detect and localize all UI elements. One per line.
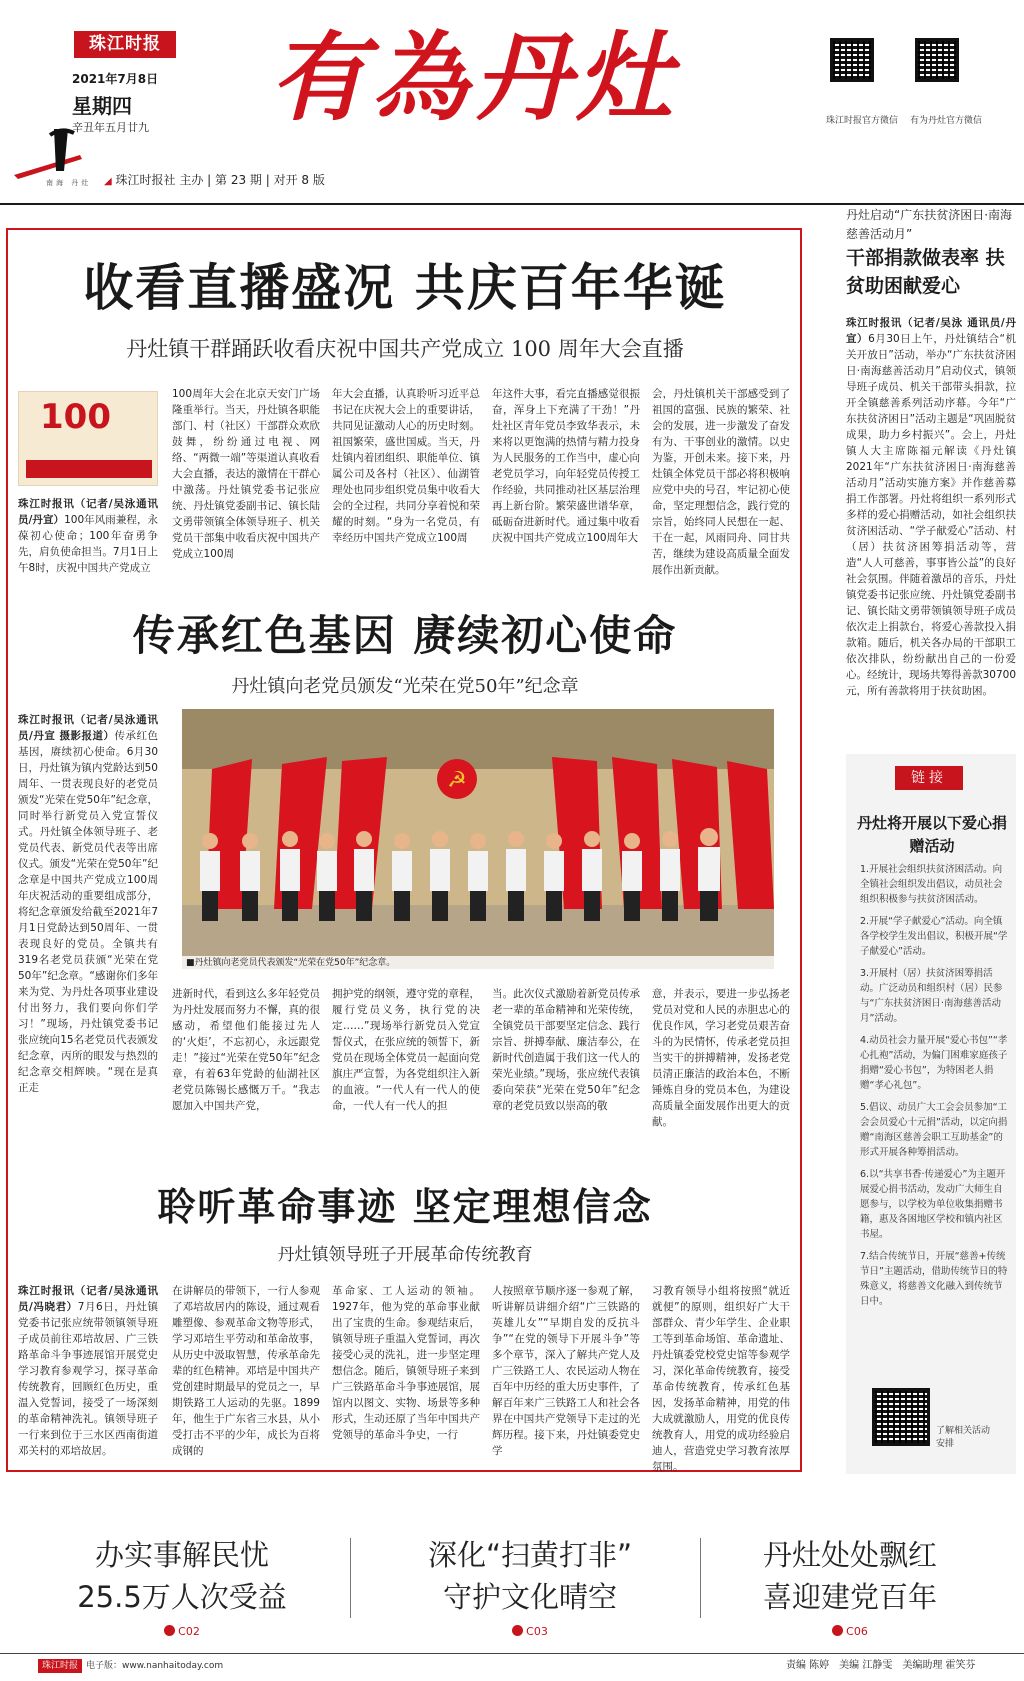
- story3-column: 在讲解员的带领下，一行人参观了邓培故居内的陈设，通过观看雕塑像、参观革命文物等形式，学习邓培生平劳动和革命故事，从历史中汲取智慧，传承革命先辈的红色精神。邓培是中国共产党创建时期最早的党员之一，早期铁路工人运动的先驱。1899年，他生于广东省三水县，从小受打击不平的少年，成长为百将成钢的: [172, 1285, 320, 1457]
- story2-column: 进新时代，看到这么多年轻党员为丹灶发展而努力不懈，真的很感动，希望他们能接过先人的‘火炬’，不忘初心，永远跟党走！”接过“光荣在党50年”纪念章，有着63年党龄的仙湖社区老党员陈锡长感慨万千。“我志愿加入中国共产党，: [172, 988, 320, 1112]
- lunar-date: 辛丑年五月廿九: [72, 121, 149, 134]
- story3-headline[interactable]: 聆听革命事迹 坚定理想信念: [157, 1184, 653, 1229]
- centenary-ribbon: [26, 460, 152, 478]
- centenary-number: 100: [40, 397, 111, 437]
- story3-column: 人按照章节顺序逐一参观了解，听讲解员讲细介绍“广三铁路的英雄儿女”“早期自发的反抗斗争”“在党的领导下开展斗争”等多个章节，深入了解共产党人及广三铁路工人、农民运动人物在百年中历经的重大历史事件，了解百年来广三铁路工人和社会各界在中国共产党领导下走过的光辉历程。接下来，丹灶镇委党史学: [492, 1285, 640, 1457]
- story3-column: [18, 1283, 158, 1463]
- page-arrow-icon: [832, 1625, 843, 1636]
- story1-text: 100年风雨兼程，永葆初心使命；100年奋勇争先，肩负使命担当。7月1日上午8时，庆祝中国共产党成立: [18, 514, 158, 574]
- footer-paper-badge: 珠江时报: [38, 1659, 82, 1673]
- qr-code-icon[interactable]: [830, 38, 874, 82]
- qr-caption: 了解相关活动安排: [936, 1426, 991, 1449]
- byline-text: 珠江时报社 主办 | 第 23 期 | 对开 8 版: [115, 173, 325, 187]
- teaser-line: 25.5万人次受益: [77, 1580, 287, 1614]
- teaser-line: 丹灶处处飘红: [762, 1538, 937, 1572]
- story2-subhead: 丹灶镇向老党员颁发“光荣在党50年”纪念章: [231, 676, 579, 697]
- right-story-text: 6月30日上午，丹灶镇结合“机关开放日”活动，举办“广东扶贫济困日·南海慈善活动月”启动仪式，镇领导班子成员、机关干部带头捐款，拉开全镇慈善系列活动序幕。今年“广东扶贫济困日”活动主题是“巩固脱贫成果，助力乡村振兴”。会上，丹灶镇人大主席陈福元解读《丹灶镇2021年“广东扶贫济困日·南海慈善活动月”活动实施方案》并作慈善募捐工作部署。丹灶将组织一系列形式多样的爱心捐赠活动，如社会组织扶贫济困活动、“学子献爱心”活动、村（居）扶贫济困筹捐活动等，营造“人人可慈善，事事皆公益”的良好社会氛围。伴随着激昂的音乐，丹灶镇党委书记张应统、丹灶镇党委副书记、镇长陆文勇带领镇领导班子成员依次走上捐款台，将爱心善款投入捐款箱。随后，机关各办局的干部职工依次排队，纷纷献出自己的一份爱心。经统计，现场共筹得善款30700元，所有善款将用于扶贫助困。: [846, 333, 1017, 697]
- page-ref-code: C06: [846, 1625, 868, 1638]
- qr-caption: 珠江时报官方微信: [826, 116, 899, 126]
- story2-headline[interactable]: 传承红色基因 赓续初心使命: [132, 611, 678, 660]
- story2-column: 意，并表示，要进一步弘扬老党员对党和人民的赤胆忠心的优良作风，学习老党员艰苦奋斗的为民情怀，传承老党员担当实干的拼搏精神，发扬老党员清正廉洁的政治本色，不断锤炼自身的党员本色，为建设高质量全面发展作出更大的贡献。: [652, 988, 790, 1128]
- list-item: 1.开展社会组织扶贫济困活动。向全镇社会组织发出倡议，动员社会组织积极参与扶贫济困活动。: [860, 864, 1003, 905]
- masthead-rule: [0, 203, 1024, 205]
- teaser-line: 深化“扫黄打非”: [427, 1538, 633, 1572]
- teaser-c06[interactable]: [690, 1534, 1010, 1618]
- story2-dateline: 珠江时报讯（记者/吴泳通讯员/丹宣 摄影报道）: [18, 714, 158, 742]
- story1-column: 年这件大事，看完直播感觉很振奋，浑身上下充满了干劲！”丹灶社区青年党员李致华表示，未来将以更饱满的热情与精力投身为人民服务的工作当中，虚心向老党员学习，向年轻党员传授工作经验，共同推动社区基层治理再上新台阶。繁荣盛世谱华章，砥砺奋进新时代。通过集中收看庆祝中国共产党成立100周年大: [492, 388, 640, 544]
- story1-column: 会，丹灶镇机关干部感受到了祖国的富强、民族的繁荣、社会的发展，进一步激发了奋发有为、干事创业的激情。以史为鉴，开创未来。接下来，丹灶镇全体党员干部必将积极响应党中央的号召，牢记初心使命，坚定理想信念，践行党的宗旨，始终同人民想在一起、干在一起，风雨同舟、同甘共苦，继续为建设高质量全面发展作出新贡献。: [652, 388, 790, 576]
- teaser-line: 办实事解民忧: [94, 1538, 269, 1572]
- story2-text: 传承红色基因，赓续初心使命。6月30日，丹灶镇为镇内党龄达到50周年、一贯表现良好的老党员颁发“光荣在党50年”纪念章，同时举行新党员入党宣誓仪式。丹灶镇全体领导班子、老党员代表、新党员代表等出席仪式。颁发“光荣在党50年”纪念章是中国共产党成立100周年庆祝活动的重要组成部分，将纪念章颁发给截至2021年7月1日党龄达到50周年、一贯表现良好的党员。全镇共有319名老党员获颁“光荣在党50年”纪念章。“感谢你们多年来为党、为丹灶各项事业建设付出努力，我们要向你们学习！”现场，丹灶镇党委书记张应统向15名老党员代表颁发纪念章，丙所的眼发与热烈的纪念章交相辉映。“现在是真正走: [18, 730, 158, 1094]
- page-ref[interactable]: [22, 1625, 342, 1638]
- story2-column: 拥护党的纲领，遵守党的章程，履行党员义务，执行党的决定……”现场举行新党员入党宣誓仪式，在张应统的领誓下，新党员在现场全体党员一起面向党旗庄严宣誓，为各党组织注入新的血液。“一代人有一代人的使命，一代人有一代人的担: [332, 988, 480, 1112]
- story1-column: 100周年大会在北京天安门广场隆重举行。当天，丹灶镇各职能部门、村（社区）干部群众欢欣鼓舞，纷纷通过电视、网络、“两微一端”等渠道认真收看大会直播，表达的激情在干群心中激荡。丹灶镇党委书记张应统、丹灶镇党委副书记、镇长陆文勇带领镇全体领导班子、机关党员干部集中收看庆祝中国共产党成立100周: [172, 388, 320, 560]
- masthead-title: 有為丹灶: [270, 21, 678, 134]
- page-ref-code: C02: [178, 1625, 200, 1638]
- activity-list: [860, 862, 1008, 1316]
- footer-website-link[interactable]: 电子版：www.nanhaitoday.com: [86, 1661, 224, 1671]
- story1-column: 年大会直播，认真聆听习近平总书记在庆祝大会上的重要讲话，共同见证激动人心的历史时刻。祖国繁荣，盛世国威。当天，丹灶镇内着团组织、职能单位、镇属公司及各村（社区）、仙湖管理处也同步组织党员集中收看大会的全过程，共同分享着悦和荣耀的时刻。“身为一名党员，有幸经历中国共产党成立100周: [332, 388, 480, 544]
- photo-caption: ■丹灶镇向老党员代表颁发“光荣在党50年”纪念章。: [182, 956, 774, 970]
- qr-code-icon[interactable]: [915, 38, 959, 82]
- right-story-dateline: 珠江时报讯（记者/吴泳 通讯员/丹宣）: [846, 317, 1016, 345]
- list-item: 4.动员社会力量开展“爱心书包”“孝心扎袍”活动，为偏门困难家庭孩子捐赠“爱心书包”，为特困老人捐赠“孝心礼包”。: [860, 1035, 1008, 1091]
- link-title: 丹灶将开展以下爱心捐赠活动: [856, 814, 1007, 855]
- teaser-c02[interactable]: [22, 1534, 342, 1618]
- issue-byline: [104, 171, 325, 188]
- story1-column: [18, 496, 158, 580]
- page-ref[interactable]: [690, 1625, 1010, 1638]
- story1-headline[interactable]: 收看直播盛况 共庆百年华诞: [83, 258, 727, 317]
- right-story-kicker: 丹灶启动“广东扶贫济困日·南海慈善活动月”: [846, 208, 1013, 241]
- page-ref[interactable]: [370, 1625, 690, 1638]
- link-tag: 链接: [895, 766, 963, 790]
- right-story-headline[interactable]: 干部捐款做表率 扶贫助困献爱心: [846, 247, 1005, 297]
- teaser-line: 守护文化晴空: [442, 1580, 617, 1614]
- story3-column: 习教育领导小组将按照“就近就便”的原则，组织好广大干部群众、青少年学生、企业职工等到革命场馆、革命遗址、丹灶镇委党校党史馆等参观学习，深化革命传统教育，接受革命传统教育，传承红色基因，发扬革命精神，用党的伟大成就激励人，用党的优良传统教育人，用党的成功经验启迪人，营造党史学习教育浓厚氛围。: [652, 1285, 790, 1473]
- teaser-c03[interactable]: [370, 1534, 690, 1618]
- right-story-body: [846, 315, 1016, 739]
- story3-column: 革命家、工人运动的领袖。1927年，他为党的革命事业献出了宝贵的生命。参观结束后，镇领导班子重温入党誓词，再次接受心灵的洗礼，进一步坚定理想信念。随后，镇领导班子来到广三铁路革命斗争事迹展馆，展馆内以图文、实物、场景等多种形式，生动还原了当年中国共产党领导的革命斗争史，一行: [332, 1285, 480, 1441]
- story2-column: [18, 712, 158, 1162]
- page-arrow-icon: [512, 1625, 523, 1636]
- paper-name-badge: 珠江时报: [74, 31, 176, 58]
- qr-caption: 有为丹灶官方微信: [910, 116, 983, 126]
- list-item: 3.开展村（居）扶贫济困筹捐活动。广泛动员和组织村（居）民参与“广东扶贫济困日·南海慈善活动月”活动。: [860, 968, 1003, 1024]
- svg-text:☭: ☭: [447, 768, 467, 793]
- flag-icon: ◢: [104, 176, 112, 187]
- ceremony-photo: [182, 709, 774, 969]
- footer-editors: 责编 陈婷 美编 江静雯 美编助理 霍笑芬: [786, 1660, 976, 1671]
- list-item: 5.倡议、动员广大工会会员参加“工会会员爱心十元捐”活动，以定向捐赠“南海区慈善会职工互助基金”的形式开展各种筹捐活动。: [860, 1102, 1008, 1158]
- list-item: 2.开展“学子献爱心”活动。向全镇各学校学生发出倡议，积极开展“学子献爱心”活动。: [860, 916, 1008, 957]
- page-arrow-icon: [164, 1625, 175, 1636]
- divider: [350, 1538, 351, 1618]
- logo-caption: 南海 丹灶: [46, 179, 92, 187]
- story1-subhead: 丹灶镇干群踊跃收看庆祝中国共产党成立 100 周年大会直播: [126, 337, 684, 361]
- page-ref-code: C03: [526, 1625, 548, 1638]
- issue-date: 2021年7月8日: [72, 72, 159, 86]
- story2-column: 当。此次仪式激励着新党员传承老一辈的革命精神和光荣传统，全镇党员干部要坚定信念、践行宗旨、拼搏奉献、廉洁奉公，在新时代创造属于我们这一代人的荣光业绩。”现场，张应统代表镇委向荣获“光荣在党50年”纪念章的老党员致以崇高的敬: [492, 988, 640, 1112]
- teaser-line: 喜迎建党百年: [762, 1580, 937, 1614]
- list-item: 7.结合传统节日，开展“慈善+传统节日”主题活动，借助传统节日的特殊意义，将慈善文化融入到传统节日中。: [860, 1251, 1008, 1307]
- story3-subhead: 丹灶镇领导班子开展革命传统教育: [277, 1245, 533, 1265]
- issue-weekday: 星期四: [72, 94, 132, 118]
- story1-dateline: 珠江时报讯（记者/吴泳通讯员/丹宣）: [18, 498, 158, 526]
- story3-text: 7月6日，丹灶镇党委书记张应统带领镇领导班子成员前往邓培故居、广三铁路革命斗争事迹展馆开展党史学习教育参观学习，探寻革命传统教育，回顾红色历史，重温入党誓词，接受了一场深刻的革命精神洗礼。镇领导班子一行来到位于三水区西南街道邓关村的邓培故居。: [18, 1301, 158, 1457]
- story3-dateline: 珠江时报讯（记者/吴泳通讯员/冯晓君）: [18, 1285, 158, 1313]
- list-item: 6.以“共享书香·传递爱心”为主题开展爱心捐书活动，发动广大师生自愿参与，以学校为单位收集捐赠书籍，惠及各困地区学校和镇内社区书屋。: [860, 1169, 1006, 1240]
- footer-rule: [0, 1653, 1024, 1654]
- qr-code-icon[interactable]: [872, 1388, 930, 1446]
